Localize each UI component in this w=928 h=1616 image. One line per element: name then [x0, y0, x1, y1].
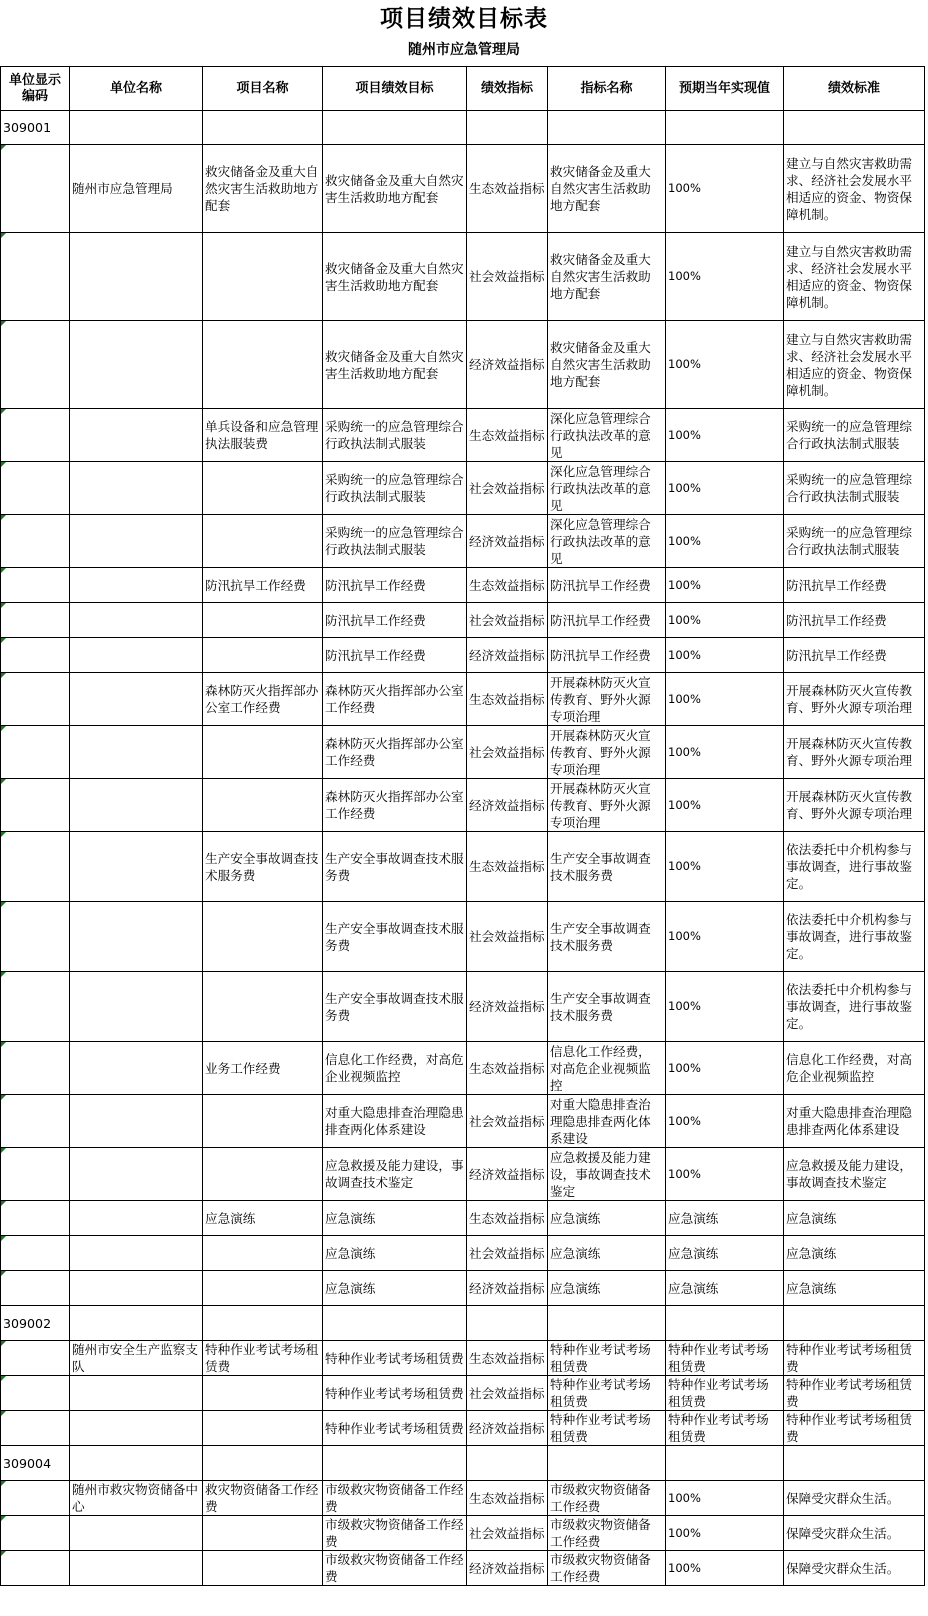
header-cell: 项目名称 — [203, 67, 323, 111]
indicator-name-cell: 开展森林防灭火宣传教育、野外火源专项治理 — [548, 673, 666, 726]
project-name-cell — [203, 1271, 323, 1306]
indicator-name-cell: 救灾储备金及重大自然灾害生活救助地方配套 — [548, 233, 666, 321]
unit-name-cell — [70, 1376, 203, 1411]
standard-cell: 特种作业考试考场租赁费 — [784, 1411, 925, 1446]
project-name-cell: 业务工作经费 — [203, 1042, 323, 1095]
project-goal-cell: 信息化工作经费，对高危企业视频监控 — [323, 1042, 467, 1095]
expected-value-cell: 100% — [666, 673, 784, 726]
unit-name-cell — [70, 111, 203, 145]
unit-name-cell — [70, 779, 203, 832]
project-name-cell: 森林防灭火指挥部办公室工作经费 — [203, 673, 323, 726]
project-name-cell — [203, 779, 323, 832]
unit-name-cell — [70, 902, 203, 972]
unit-name-cell — [70, 409, 203, 462]
project-name-cell — [203, 1411, 323, 1446]
unit-code-cell — [1, 832, 70, 902]
indicator-name-cell: 应急演练 — [548, 1271, 666, 1306]
indicator-type-cell: 社会效益指标 — [467, 902, 548, 972]
indicator-name-cell: 对重大隐患排查治理隐患排查两化体系建设 — [548, 1095, 666, 1148]
indicator-type-cell: 社会效益指标 — [467, 726, 548, 779]
header-cell: 项目绩效目标 — [323, 67, 467, 111]
unit-name-cell — [70, 726, 203, 779]
indicator-type-cell: 社会效益指标 — [467, 233, 548, 321]
header-cell: 单位显示编码 — [1, 67, 70, 111]
indicator-type-cell: 经济效益指标 — [467, 638, 548, 673]
project-goal-cell — [323, 111, 467, 145]
standard-cell: 采购统一的应急管理综合行政执法制式服装 — [784, 462, 925, 515]
project-goal-cell: 生产安全事故调查技术服务费 — [323, 832, 467, 902]
unit-code-cell — [1, 568, 70, 603]
table-body — [1, 111, 925, 1586]
indicator-type-cell — [467, 111, 548, 145]
unit-code-cell — [1, 1341, 70, 1376]
expected-value-cell: 100% — [666, 638, 784, 673]
table-row — [1, 832, 925, 902]
unit-code-cell: 309004 — [1, 1446, 70, 1481]
table-row — [1, 462, 925, 515]
standard-cell — [784, 1446, 925, 1481]
unit-code-cell — [1, 779, 70, 832]
unit-name-cell — [70, 515, 203, 568]
unit-name-cell — [70, 321, 203, 409]
project-goal-cell: 救灾储备金及重大自然灾害生活救助地方配套 — [323, 145, 467, 233]
project-name-cell — [203, 1516, 323, 1551]
standard-cell: 建立与自然灾害救助需求、经济社会发展水平相适应的资金、物资保障机制。 — [784, 145, 925, 233]
unit-code-cell — [1, 409, 70, 462]
unit-code-cell — [1, 1411, 70, 1446]
unit-name-cell — [70, 462, 203, 515]
unit-name-cell — [70, 832, 203, 902]
indicator-name-cell: 生产安全事故调查技术服务费 — [548, 972, 666, 1042]
unit-name-cell — [70, 1201, 203, 1236]
indicator-type-cell: 社会效益指标 — [467, 1516, 548, 1551]
indicator-type-cell: 经济效益指标 — [467, 1148, 548, 1201]
project-name-cell: 防汛抗旱工作经费 — [203, 568, 323, 603]
performance-table — [0, 66, 925, 1586]
unit-code-cell — [1, 902, 70, 972]
project-goal-cell: 采购统一的应急管理综合行政执法制式服装 — [323, 462, 467, 515]
indicator-name-cell: 开展森林防灭火宣传教育、野外火源专项治理 — [548, 726, 666, 779]
unit-name-cell — [70, 638, 203, 673]
indicator-type-cell: 生态效益指标 — [467, 1481, 548, 1516]
expected-value-cell: 100% — [666, 409, 784, 462]
project-goal-cell: 市级救灾物资储备工作经费 — [323, 1516, 467, 1551]
unit-name-cell — [70, 568, 203, 603]
page-title: 项目绩效目标表 — [380, 5, 548, 32]
project-goal-cell: 特种作业考试考场租赁费 — [323, 1411, 467, 1446]
standard-cell: 对重大隐患排查治理隐患排查两化体系建设 — [784, 1095, 925, 1148]
indicator-name-cell: 防汛抗旱工作经费 — [548, 603, 666, 638]
standard-cell: 应急演练 — [784, 1201, 925, 1236]
project-goal-cell: 生产安全事故调查技术服务费 — [323, 902, 467, 972]
indicator-type-cell: 经济效益指标 — [467, 972, 548, 1042]
project-goal-cell: 救灾储备金及重大自然灾害生活救助地方配套 — [323, 321, 467, 409]
project-goal-cell: 救灾储备金及重大自然灾害生活救助地方配套 — [323, 233, 467, 321]
expected-value-cell: 100% — [666, 1516, 784, 1551]
table-row — [1, 1516, 925, 1551]
unit-code-cell — [1, 1201, 70, 1236]
project-goal-cell: 防汛抗旱工作经费 — [323, 568, 467, 603]
indicator-type-cell: 经济效益指标 — [467, 1551, 548, 1586]
table-row — [1, 111, 925, 145]
unit-name-cell — [70, 1446, 203, 1481]
table-row — [1, 1095, 925, 1148]
project-goal-cell: 市级救灾物资储备工作经费 — [323, 1481, 467, 1516]
indicator-name-cell: 救灾储备金及重大自然灾害生活救助地方配套 — [548, 321, 666, 409]
header-cell: 绩效标准 — [784, 67, 925, 111]
expected-value-cell: 100% — [666, 145, 784, 233]
unit-code-cell — [1, 1481, 70, 1516]
indicator-name-cell: 开展森林防灭火宣传教育、野外火源专项治理 — [548, 779, 666, 832]
project-name-cell: 救灾物资储备工作经费 — [203, 1481, 323, 1516]
unit-code-cell — [1, 1551, 70, 1586]
table-row — [1, 673, 925, 726]
indicator-name-cell — [548, 111, 666, 145]
indicator-name-cell: 防汛抗旱工作经费 — [548, 638, 666, 673]
header-cell: 预期当年实现值 — [666, 67, 784, 111]
expected-value-cell: 100% — [666, 726, 784, 779]
standard-cell: 依法委托中介机构参与事故调查，进行事故鉴定。 — [784, 972, 925, 1042]
indicator-name-cell: 防汛抗旱工作经费 — [548, 568, 666, 603]
indicator-type-cell: 生态效益指标 — [467, 568, 548, 603]
expected-value-cell: 100% — [666, 1148, 784, 1201]
standard-cell: 保障受灾群众生活。 — [784, 1481, 925, 1516]
expected-value-cell: 100% — [666, 1095, 784, 1148]
standard-cell: 特种作业考试考场租赁费 — [784, 1341, 925, 1376]
indicator-name-cell: 市级救灾物资储备工作经费 — [548, 1516, 666, 1551]
unit-code-cell — [1, 1148, 70, 1201]
standard-cell: 防汛抗旱工作经费 — [784, 568, 925, 603]
table-row — [1, 1376, 925, 1411]
project-goal-cell: 对重大隐患排查治理隐患排查两化体系建设 — [323, 1095, 467, 1148]
standard-cell: 保障受灾群众生活。 — [784, 1551, 925, 1586]
unit-code-cell: 309002 — [1, 1306, 70, 1341]
unit-code-cell — [1, 1516, 70, 1551]
standard-cell: 依法委托中介机构参与事故调查，进行事故鉴定。 — [784, 902, 925, 972]
indicator-name-cell: 特种作业考试考场租赁费 — [548, 1376, 666, 1411]
unit-code-cell — [1, 1095, 70, 1148]
indicator-type-cell: 经济效益指标 — [467, 1411, 548, 1446]
standard-cell — [784, 111, 925, 145]
expected-value-cell: 100% — [666, 779, 784, 832]
unit-code-cell — [1, 1236, 70, 1271]
project-goal-cell: 防汛抗旱工作经费 — [323, 603, 467, 638]
unit-name-cell — [70, 972, 203, 1042]
indicator-type-cell — [467, 1306, 548, 1341]
table-row — [1, 1481, 925, 1516]
project-name-cell — [203, 1306, 323, 1341]
project-name-cell — [203, 1551, 323, 1586]
expected-value-cell: 应急演练 — [666, 1236, 784, 1271]
standard-cell — [784, 1306, 925, 1341]
unit-code-cell — [1, 321, 70, 409]
indicator-type-cell: 生态效益指标 — [467, 1042, 548, 1095]
table-row — [1, 1201, 925, 1236]
standard-cell: 应急演练 — [784, 1236, 925, 1271]
project-name-cell — [203, 111, 323, 145]
expected-value-cell: 100% — [666, 515, 784, 568]
unit-name-cell — [70, 1095, 203, 1148]
expected-value-cell: 100% — [666, 1551, 784, 1586]
indicator-type-cell: 经济效益指标 — [467, 321, 548, 409]
project-name-cell: 单兵设备和应急管理执法服装费 — [203, 409, 323, 462]
expected-value-cell: 100% — [666, 1481, 784, 1516]
project-goal-cell: 森林防灭火指挥部办公室工作经费 — [323, 779, 467, 832]
table-row — [1, 1271, 925, 1306]
project-goal-cell: 采购统一的应急管理综合行政执法制式服装 — [323, 409, 467, 462]
indicator-type-cell: 经济效益指标 — [467, 515, 548, 568]
table-row — [1, 902, 925, 972]
indicator-name-cell: 市级救灾物资储备工作经费 — [548, 1551, 666, 1586]
project-goal-cell: 应急救援及能力建设，事故调查技术鉴定 — [323, 1148, 467, 1201]
project-goal-cell: 防汛抗旱工作经费 — [323, 638, 467, 673]
expected-value-cell — [666, 111, 784, 145]
indicator-name-cell: 救灾储备金及重大自然灾害生活救助地方配套 — [548, 145, 666, 233]
table-row — [1, 1042, 925, 1095]
project-goal-cell — [323, 1446, 467, 1481]
project-goal-cell: 市级救灾物资储备工作经费 — [323, 1551, 467, 1586]
project-name-cell — [203, 902, 323, 972]
project-goal-cell — [323, 1306, 467, 1341]
table-row — [1, 1446, 925, 1481]
unit-code-cell — [1, 1376, 70, 1411]
expected-value-cell: 100% — [666, 1042, 784, 1095]
expected-value-cell: 特种作业考试考场租赁费 — [666, 1341, 784, 1376]
project-goal-cell: 特种作业考试考场租赁费 — [323, 1341, 467, 1376]
indicator-type-cell: 生态效益指标 — [467, 1201, 548, 1236]
project-name-cell — [203, 515, 323, 568]
project-name-cell — [203, 233, 323, 321]
indicator-name-cell: 生产安全事故调查技术服务费 — [548, 902, 666, 972]
indicator-type-cell: 生态效益指标 — [467, 145, 548, 233]
standard-cell: 保障受灾群众生活。 — [784, 1516, 925, 1551]
standard-cell: 信息化工作经费，对高危企业视频监控 — [784, 1042, 925, 1095]
expected-value-cell — [666, 1446, 784, 1481]
table-row — [1, 603, 925, 638]
expected-value-cell: 应急演练 — [666, 1201, 784, 1236]
expected-value-cell: 100% — [666, 321, 784, 409]
indicator-name-cell: 特种作业考试考场租赁费 — [548, 1341, 666, 1376]
indicator-name-cell: 深化应急管理综合行政执法改革的意见 — [548, 515, 666, 568]
indicator-type-cell: 社会效益指标 — [467, 1236, 548, 1271]
project-name-cell — [203, 1376, 323, 1411]
expected-value-cell: 100% — [666, 462, 784, 515]
table-row — [1, 779, 925, 832]
unit-code-cell — [1, 603, 70, 638]
expected-value-cell: 应急演练 — [666, 1271, 784, 1306]
unit-code-cell — [1, 233, 70, 321]
unit-code-cell — [1, 638, 70, 673]
table-row — [1, 972, 925, 1042]
unit-name-cell — [70, 233, 203, 321]
indicator-type-cell: 生态效益指标 — [467, 673, 548, 726]
indicator-name-cell — [548, 1446, 666, 1481]
header-cell: 单位名称 — [70, 67, 203, 111]
indicator-name-cell: 深化应急管理综合行政执法改革的意见 — [548, 409, 666, 462]
table-row — [1, 145, 925, 233]
table-row — [1, 321, 925, 409]
project-name-cell — [203, 1236, 323, 1271]
expected-value-cell: 100% — [666, 832, 784, 902]
table-row — [1, 233, 925, 321]
header-row — [1, 67, 925, 111]
project-goal-cell: 森林防灭火指挥部办公室工作经费 — [323, 673, 467, 726]
table-row — [1, 1148, 925, 1201]
project-goal-cell: 森林防灭火指挥部办公室工作经费 — [323, 726, 467, 779]
project-name-cell: 生产安全事故调查技术服务费 — [203, 832, 323, 902]
indicator-type-cell: 社会效益指标 — [467, 462, 548, 515]
unit-code-cell — [1, 972, 70, 1042]
unit-name-cell: 随州市应急管理局 — [70, 145, 203, 233]
indicator-type-cell: 经济效益指标 — [467, 1271, 548, 1306]
standard-cell: 开展森林防灭火宣传教育、野外火源专项治理 — [784, 779, 925, 832]
indicator-type-cell: 生态效益指标 — [467, 832, 548, 902]
indicator-name-cell: 应急救援及能力建设，事故调查技术鉴定 — [548, 1148, 666, 1201]
project-goal-cell: 采购统一的应急管理综合行政执法制式服装 — [323, 515, 467, 568]
project-goal-cell: 生产安全事故调查技术服务费 — [323, 972, 467, 1042]
unit-code-cell — [1, 462, 70, 515]
project-name-cell: 应急演练 — [203, 1201, 323, 1236]
unit-name-cell — [70, 1271, 203, 1306]
table-row — [1, 726, 925, 779]
project-name-cell — [203, 1148, 323, 1201]
header-cell: 指标名称 — [548, 67, 666, 111]
indicator-name-cell: 应急演练 — [548, 1236, 666, 1271]
expected-value-cell — [666, 1306, 784, 1341]
project-name-cell — [203, 1095, 323, 1148]
indicator-name-cell: 信息化工作经费，对高危企业视频监控 — [548, 1042, 666, 1095]
table-row — [1, 1306, 925, 1341]
unit-name-cell: 随州市安全生产监察支队 — [70, 1341, 203, 1376]
expected-value-cell: 100% — [666, 233, 784, 321]
indicator-name-cell: 应急演练 — [548, 1201, 666, 1236]
unit-name-cell: 随州市救灾物资储备中心 — [70, 1481, 203, 1516]
header-cell: 绩效指标 — [467, 67, 548, 111]
unit-code-cell — [1, 673, 70, 726]
expected-value-cell: 特种作业考试考场租赁费 — [666, 1411, 784, 1446]
standard-cell: 开展森林防灭火宣传教育、野外火源专项治理 — [784, 726, 925, 779]
standard-cell: 采购统一的应急管理综合行政执法制式服装 — [784, 515, 925, 568]
table-row — [1, 638, 925, 673]
project-name-cell — [203, 462, 323, 515]
expected-value-cell: 100% — [666, 568, 784, 603]
indicator-name-cell: 市级救灾物资储备工作经费 — [548, 1481, 666, 1516]
standard-cell: 建立与自然灾害救助需求、经济社会发展水平相适应的资金、物资保障机制。 — [784, 233, 925, 321]
unit-code-cell — [1, 515, 70, 568]
unit-name-cell — [70, 1042, 203, 1095]
table-row — [1, 409, 925, 462]
unit-code-cell — [1, 1042, 70, 1095]
standard-cell: 应急演练 — [784, 1271, 925, 1306]
standard-cell: 建立与自然灾害救助需求、经济社会发展水平相适应的资金、物资保障机制。 — [784, 321, 925, 409]
project-name-cell: 特种作业考试考场租赁费 — [203, 1341, 323, 1376]
indicator-type-cell — [467, 1446, 548, 1481]
table-row — [1, 1411, 925, 1446]
unit-name-cell — [70, 1236, 203, 1271]
unit-code-cell: 309001 — [1, 111, 70, 145]
unit-name-cell — [70, 1411, 203, 1446]
expected-value-cell: 100% — [666, 972, 784, 1042]
project-name-cell — [203, 603, 323, 638]
project-name-cell — [203, 972, 323, 1042]
project-goal-cell: 应急演练 — [323, 1236, 467, 1271]
project-name-cell — [203, 1446, 323, 1481]
indicator-name-cell — [548, 1306, 666, 1341]
table-row — [1, 1551, 925, 1586]
indicator-type-cell: 社会效益指标 — [467, 603, 548, 638]
standard-cell: 应急救援及能力建设，事故调查技术鉴定 — [784, 1148, 925, 1201]
standard-cell: 防汛抗旱工作经费 — [784, 603, 925, 638]
expected-value-cell: 特种作业考试考场租赁费 — [666, 1376, 784, 1411]
project-goal-cell: 应急演练 — [323, 1271, 467, 1306]
standard-cell: 采购统一的应急管理综合行政执法制式服装 — [784, 409, 925, 462]
unit-name-cell — [70, 673, 203, 726]
standard-cell: 依法委托中介机构参与事故调查，进行事故鉴定。 — [784, 832, 925, 902]
expected-value-cell: 100% — [666, 902, 784, 972]
project-name-cell: 救灾储备金及重大自然灾害生活救助地方配套 — [203, 145, 323, 233]
indicator-name-cell: 特种作业考试考场租赁费 — [548, 1411, 666, 1446]
standard-cell: 防汛抗旱工作经费 — [784, 638, 925, 673]
expected-value-cell: 100% — [666, 603, 784, 638]
indicator-name-cell: 深化应急管理综合行政执法改革的意见 — [548, 462, 666, 515]
unit-name-cell — [70, 1306, 203, 1341]
indicator-type-cell: 生态效益指标 — [467, 409, 548, 462]
project-name-cell — [203, 321, 323, 409]
unit-code-cell — [1, 726, 70, 779]
standard-cell: 特种作业考试考场租赁费 — [784, 1376, 925, 1411]
project-name-cell — [203, 726, 323, 779]
table-row — [1, 1341, 925, 1376]
unit-name-cell — [70, 1516, 203, 1551]
table-row — [1, 568, 925, 603]
indicator-type-cell: 社会效益指标 — [467, 1376, 548, 1411]
unit-name-cell — [70, 1148, 203, 1201]
indicator-name-cell: 生产安全事故调查技术服务费 — [548, 832, 666, 902]
table-row — [1, 1236, 925, 1271]
table-row — [1, 515, 925, 568]
indicator-type-cell: 社会效益指标 — [467, 1095, 548, 1148]
standard-cell: 开展森林防灭火宣传教育、野外火源专项治理 — [784, 673, 925, 726]
unit-name-cell — [70, 1551, 203, 1586]
unit-name-cell — [70, 603, 203, 638]
unit-code-cell — [1, 145, 70, 233]
project-goal-cell: 特种作业考试考场租赁费 — [323, 1376, 467, 1411]
page-subtitle: 随州市应急管理局 — [408, 42, 520, 58]
indicator-type-cell: 经济效益指标 — [467, 779, 548, 832]
indicator-type-cell: 生态效益指标 — [467, 1341, 548, 1376]
unit-code-cell — [1, 1271, 70, 1306]
project-name-cell — [203, 638, 323, 673]
project-goal-cell: 应急演练 — [323, 1201, 467, 1236]
